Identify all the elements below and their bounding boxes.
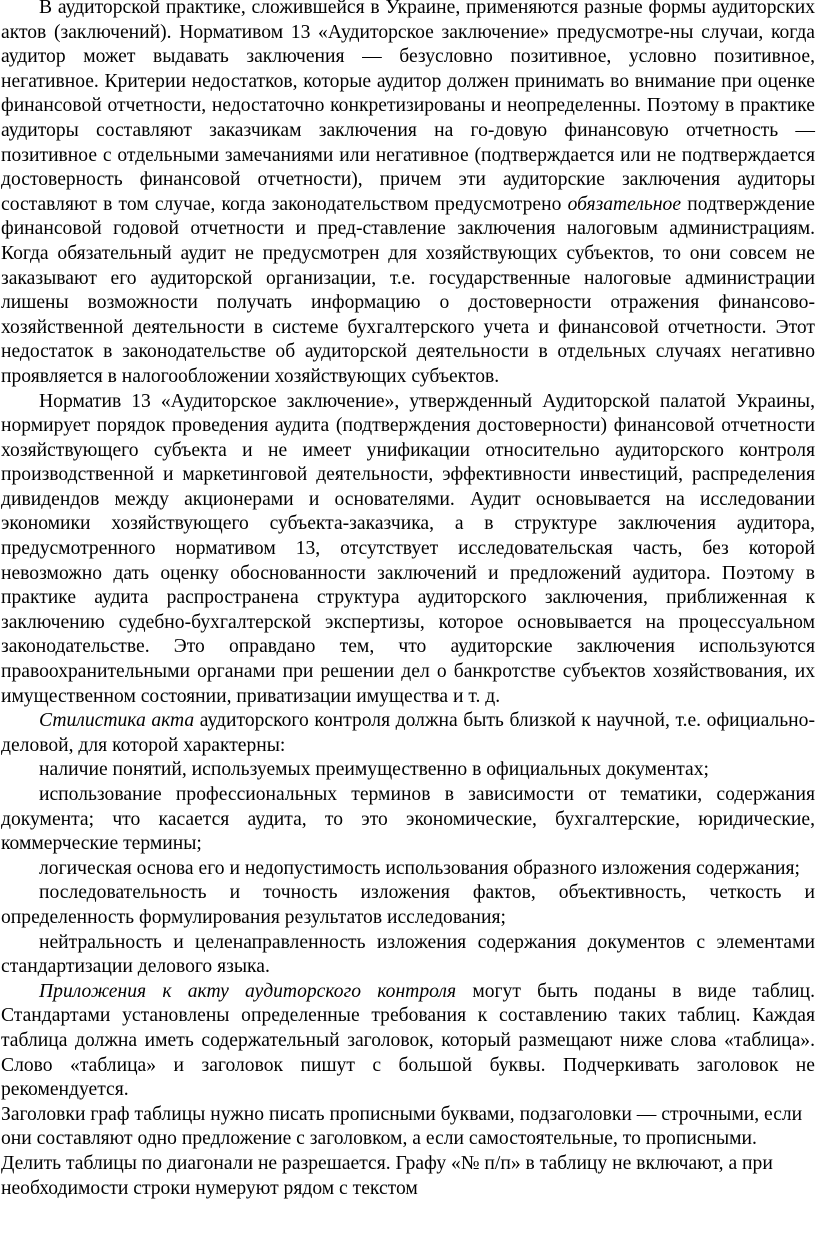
- paragraph-audit-forms: [1, 0, 815, 390]
- text-run: последовательность и точность изложения фактов, объективность, четкость и определенность формулирования результатов исследования;: [1, 882, 815, 928]
- list-item-neutrality: [1, 931, 815, 980]
- text-run: Норматив 13 «Аудиторское заключение», утвержденный Аудиторской палатой Украины, нормирует порядок проведения аудита (подтверждения достоверности) финансовой отчетности хозяйствующего субъекта и не имеет унификации относительно аудиторского контроля производственной и маркетинговой деятельности, эффективности инвестиций, распределения дивидендов между акционерами и основателями. Аудит основывается на исследовании экономики хозяйствующего субъекта-заказчика, а в структуре заключения аудитора, предусмотренного нормативом 13, отсутствует исследовательская часть, без которой невозможно дать оценку обоснованности заключений и предложений аудитора. Поэтому в практике аудита распространена структура аудиторского заключения, приближенная к заключению судебно-бухгалтерской экспертизы, которое основывается на процессуальном законодательстве. Это оправдано тем, что аудиторские заключения используются правоохранительными органами при решении дел о банкротстве субъектов хозяйствования, их имущественном состоянии, приватизации имущества и т. д.: [1, 390, 815, 707]
- paragraph-normative-13: [1, 390, 815, 710]
- list-item-logic: [1, 857, 815, 882]
- italic-run: Стилистика акта: [39, 710, 195, 732]
- italic-run: Приложения к акту аудиторского контроля: [39, 980, 457, 1002]
- paragraph-appendices: [1, 980, 815, 1103]
- text-run: аудиторского контроля должна быть близкой к научной, т.е. официально-деловой, для которой характерны:: [1, 710, 815, 756]
- paragraph-act-style: [1, 709, 815, 758]
- text-run: Заголовки граф таблицы нужно писать прописными буквами, подзаголовки — строчными, если они составляют одно предложение с заголовком, а если самостоятельные, то прописными. Делить таблицы по диагонали не разрешается. Графу «№ п/п» в таблицу не включают, а при необходимости строки нумеруют рядом с текстом: [1, 1103, 803, 1199]
- list-item-concepts: [1, 758, 815, 783]
- list-item-terms: [1, 783, 815, 857]
- text-run: подтверждение финансовой годовой отчетности и пред-ставление заключения налоговым администрациям. Когда обязательный аудит не предусмотрен для хозяйствующих субъектов, то они совсем не заказывают его аудиторской организации, т.е. государственные налоговые администрации лишены возможности получать информацию о достоверности отражения финансово-хозяйственной деятельности в системе бухгалтерского учета и финансовой отчетности. Этот недостаток в законодательстве об аудиторской деятельности в отдельных случаях негативно проявляется в налогообложении хозяйствующих субъектов.: [1, 193, 815, 387]
- text-run: могут быть поданы в виде таблиц. Стандартами установлены определенные требования к составлению таких таблиц. Каждая таблица должна иметь содержательный заголовок, который размещают ниже слова «таблица». Слово «таблица» и заголовок пишут с большой буквы. Подчеркивать заголовок не рекомендуется.: [1, 980, 815, 1101]
- text-run: наличие понятий, используемых преимущественно в официальных документах;: [39, 759, 709, 781]
- paragraph-table-headings: [1, 1103, 815, 1201]
- text-run: нейтральность и целенаправленность изложения содержания документов с элементами стандартизации делового языка.: [1, 931, 815, 978]
- italic-run: обязательное: [567, 193, 682, 215]
- list-item-consistency: [1, 881, 815, 930]
- text-run: логическая основа его и недопустимость использования образного изложения содержания;: [39, 857, 800, 879]
- text-run: В аудиторской практике, сложившейся в Украине, применяются разные формы аудиторских актов (заключений). Нормативом 13 «Аудиторское заключение» предусмотре-ны случаи, когда аудитор может выдавать заключения — безусловно позитивное, условно позитивное, негативное. Критерии недостатков, которые аудитор должен принимать во внимание при оценке финансовой отчетности, недостаточно конкретизированы и неопределенны. Поэтому в практике аудиторы составляют заказчикам заключения на го-довую финансовую отчетность — позитивное с отдельными замечаниями или негативное (подтверждается или не подтверждается достоверность финансовой отчетности), причем эти аудиторские заключения аудиторы составляют в том случае, когда законодательством предусмотрено: [1, 0, 815, 215]
- text-run: использование профессиональных терминов в зависимости от тематики, содержания документа; что касается аудита, то это экономические, бухгалтерские, юридические, коммерческие термины;: [1, 784, 815, 855]
